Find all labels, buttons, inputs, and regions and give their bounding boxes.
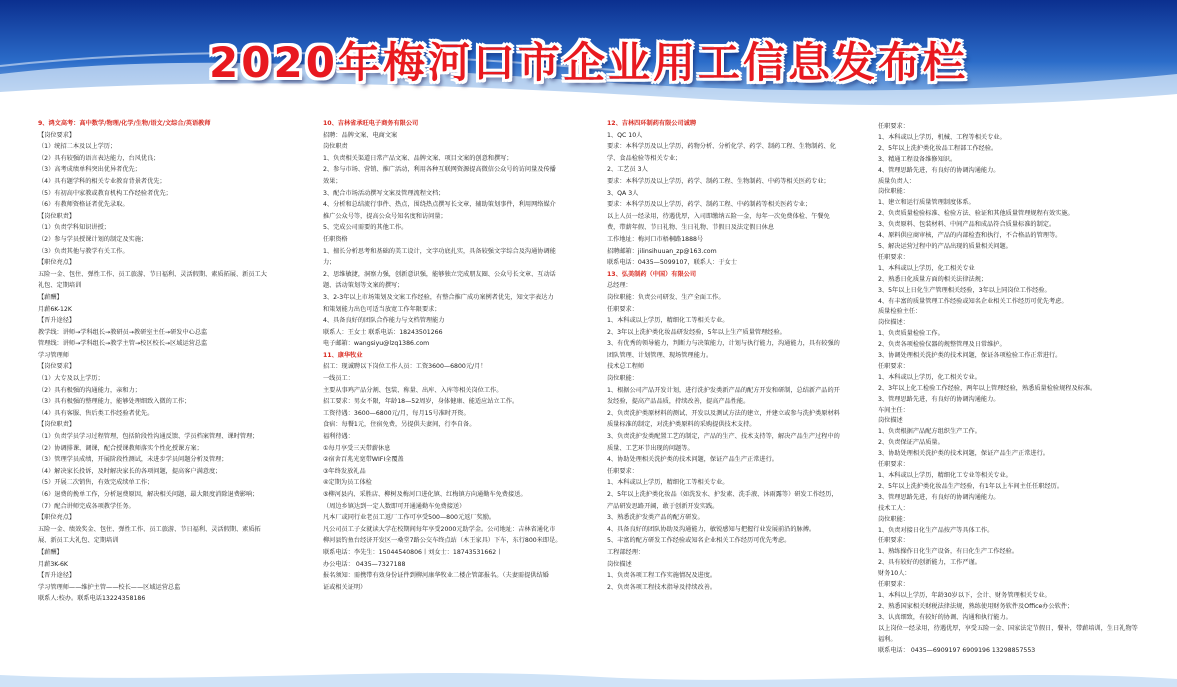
- text-line: 【岗位要求】: [38, 131, 76, 139]
- section-heading: 9、鸿文高考：高中数学/物理/化学/生物/语文/文综合/英语教师: [38, 120, 211, 127]
- text-line: （2）参与学员授课计划的制定及实施；: [38, 235, 148, 243]
- text-line: 质量、工艺环节出现的问题等。: [607, 444, 694, 452]
- text-line: 2、5年以上洗护类化妆品生产经验，有1年以上车间主任任职经历。: [878, 482, 1064, 490]
- text-line: 联系人：王女士 联系电话：18243501266: [323, 328, 443, 336]
- text-line: （3）负责其他与教学有关工作。: [38, 247, 129, 255]
- text-line: 【职位亮点】: [38, 259, 76, 267]
- text-line: 【职位亮点】: [38, 514, 76, 522]
- text-line: 力；: [323, 259, 336, 267]
- text-line: 福利。: [878, 635, 897, 643]
- text-line: 2、负责保证产品质量。: [878, 439, 944, 447]
- text-line: （4）具有题学科的相关专业教育背景者优先；: [38, 177, 166, 185]
- text-line: 以上人员一经录用，待遇优厚，入司即缴纳五险一金，每年一次免费体检、午餐免: [607, 212, 830, 220]
- text-line: 招工：现诚聘以下岗位工作人员：工资3600—6800元/月！: [323, 363, 487, 371]
- text-line: 3、管理思路先进，有良好的协调沟通能力。: [878, 395, 1000, 403]
- text-line: 1、负责各项工程工作实施情况及进度。: [607, 572, 717, 580]
- text-line: 2、具有较好的创新能力，工作严谨。: [878, 559, 981, 567]
- text-line: 3、有优秀的领导能力，判断力与决策能力，计划与执行能力，沟通能力，具有较强的: [607, 340, 840, 348]
- text-line: 要求：本科学历及以上学历，药物分析、分析化学、药学、制药工程、生物制药、化: [607, 143, 836, 151]
- text-line: 推广公众号等，提高公众号知名度和访问量；: [323, 212, 447, 220]
- text-line: 1、本科或以上学历，精细化工等相关专业。: [607, 479, 729, 487]
- text-line: 【晋升途径】: [38, 572, 76, 580]
- text-line: 3、认真细致，有较好的协调、沟通和执行能力。: [878, 613, 1012, 621]
- text-line: 工资待遇：3600—6800元/月，每月15号准时开资。: [323, 409, 470, 417]
- text-line: 学、食品检验等相关专业；: [607, 154, 682, 162]
- text-line: 要求：本科学历及以上学历，药学、制药工程、中药制药等相关医药专业；: [607, 201, 812, 209]
- text-line: 1、负责质量检验工作。: [878, 330, 944, 338]
- text-line: 证或相关证明）: [323, 583, 367, 591]
- text-line: 产品研发思路开阔，敢于创新开发实践。: [607, 502, 719, 510]
- text-line: 展、新员工大礼包、定期培训: [38, 537, 119, 545]
- text-line: 管理线：讲师→学科组长→教学主管→校区校长→区域运营总监: [38, 340, 208, 348]
- text-line: 4、协助处理相关洗护类的技术问题，保证产品生产正常进行。: [607, 456, 778, 464]
- text-line: 岗位描述: [878, 417, 903, 425]
- text-line: 2、3年以上化工检验工作经验，两年以上管理经验，熟悉质量检验规程及标准。: [878, 384, 1097, 392]
- text-line: 食宿：每餐1元，住宿免费，另提供夫妻间，行李自备。: [323, 421, 476, 429]
- text-line: 3、5年以上日化生产管理相关经验，3年以上同岗位工作经验。: [878, 286, 1051, 294]
- text-line: （4）解决家长投诉，及时解决家长的各项问题，提高客户满意度；: [38, 467, 222, 475]
- text-line: 4、具备良好的团队合作能力与文档管理能力: [323, 317, 445, 325]
- text-line: 技术总工程师: [607, 363, 645, 371]
- text-line: 福利待遇：: [323, 433, 354, 441]
- text-line: 2、参与市场、营销、推广活动，利用各种互联网资源提高微信公众号的访问量及传播: [323, 166, 556, 174]
- text-line: （5）有初高中家教或教育机构工作经验者优先；: [38, 189, 172, 197]
- text-line: 质量检验主任：: [878, 308, 922, 316]
- text-line: 3、协调处理相关洗护类的技术问题，保证各项检验工作正常进行。: [878, 352, 1062, 360]
- text-line: 【薪酬】: [38, 548, 63, 556]
- text-line: （1）大专及以上学历；: [38, 375, 104, 383]
- text-line: 1、本科或以上学历，化工相关专业: [878, 264, 975, 272]
- text-line: 任职要求：: [878, 537, 909, 545]
- section-heading: 11、康华牧业: [323, 351, 363, 359]
- text-line: 主要从事鸡产品分割、包装、称量、出库、入库等相关岗位工作。: [323, 386, 503, 394]
- text-line: 1、擅长分析思考和基础的美工设计，文字功底扎实，具备较强文字综合及沟通协调能: [323, 247, 556, 255]
- text-line: 任职要求：: [878, 123, 909, 130]
- text-line: 电子邮箱：wangsiyu@lzq1386.com: [323, 340, 430, 348]
- text-line: 岗位职能：负责公司研发、生产全面工作。: [607, 293, 725, 301]
- text-line: 费，带薪年假、节日礼物、生日礼物、节假日及法定假日休息: [607, 224, 775, 232]
- text-line: 礼包、定期培训: [38, 282, 82, 290]
- text-line: 任职要求：: [878, 581, 909, 589]
- text-line: 招工要求：男女不限，年龄18—52周岁，身体健康、能适应站立工作。: [323, 398, 519, 406]
- header-banner: [0, 0, 1177, 112]
- text-line: （2）协调排课、调课，配合授课教师落实个性化授课方案；: [38, 444, 203, 452]
- text-line: 【薪酬】: [38, 293, 63, 301]
- text-line: 教学线：讲师→学科组长→教研员→教研室主任→研发中心总监: [38, 328, 208, 336]
- text-line: 联系人:校办。联系电话13224358186: [38, 595, 146, 603]
- text-line: ⑤柳河县内、采胜店、柳树及梅河口进化镇、红梅镇方向通勤车免费接送。: [323, 491, 527, 498]
- text-line: 5、解决运营过程中的产品出现的质量相关问题。: [878, 242, 1012, 250]
- text-line: （3）具有极强的整理能力，能够处理细致入微的工作；: [38, 398, 191, 406]
- text-line: 2、负责各项工程技术指导及持续改善。: [607, 583, 717, 591]
- column-4: [878, 122, 1148, 656]
- text-line: 3、熟悉洗护发类产品的配方研发。: [607, 514, 704, 522]
- text-line: 2、思维敏捷，洞察力强，创新意识强，能够独立完成朋友圈、公众号长文章、互动话: [323, 270, 556, 278]
- text-line: 五险一金、包住、弹性工作、员工旅游、节日福利、灵活假期、素质拓展、新员工大: [38, 270, 267, 278]
- text-line: 凡本厂或同行业老员工返厂工作可享受500—800元返厂奖励。: [323, 514, 496, 522]
- text-line: 岗位职能：: [607, 375, 638, 383]
- section-heading: 13、弘美制药（中国）有限公司: [607, 270, 697, 278]
- text-line: 4、分析和总结流行事件、热点，围绕热点撰写长文章，辅助策划事件，利用网络媒介: [323, 201, 556, 209]
- text-line: 任职要求：: [878, 253, 909, 261]
- text-line: 工作地址：梅河口市梧桐路1888号: [607, 235, 704, 243]
- text-line: 5、丰富的配方研发工作经验或知名企业相关工作经历可优先考虑。: [607, 537, 791, 545]
- text-line: 车间主任：: [878, 406, 909, 414]
- text-line: 4、有丰富的质量管理工作经验或知名企业相关工作经历可优先考虑。: [878, 297, 1068, 305]
- text-line: 岗位描述: [607, 560, 632, 568]
- text-line: 2、5年以上洗护类化妆品工程部工作经验。: [878, 144, 998, 152]
- text-line: 团队管理、计划管理、现场管理能力。: [607, 351, 713, 359]
- text-line: 技术工人：: [878, 504, 909, 512]
- text-line: 【晋升途径】: [38, 317, 76, 325]
- text-line: 办公电话： 0435—7327188: [323, 560, 406, 568]
- text-line: 2、负责洗护类原材料的测试、开发以及测试方法的建立，并建立或参与洗护类原材料: [607, 409, 840, 417]
- text-line: 题、活动策划等文案的撰写；: [323, 282, 404, 290]
- text-line: 2、5年以上洗护类化妆品（如洗发水、护发素、洗手液、沐雨露等）研发工作经历，: [607, 491, 838, 498]
- text-line: 财务10人：: [878, 570, 911, 578]
- text-line: 岗位描述：: [878, 319, 909, 327]
- column-2: [323, 118, 578, 593]
- text-line: 任职要求：: [607, 467, 638, 475]
- text-line: 3、负责洗护发类配置工艺的制定，产品的生产、技术支持等，解决产品生产过程中的: [607, 433, 840, 441]
- text-line: （2）具有极强的沟通能力，亲和力；: [38, 386, 141, 394]
- text-line: 【岗位职责】: [38, 212, 76, 220]
- text-line: 柳河县钓鱼台经济开发区一桑堂7路公交车终点站（木王家具）下车，东行800米即是。: [323, 537, 562, 545]
- text-line: （1）负责学科知识讲授；: [38, 224, 110, 232]
- text-line: 任职资格: [323, 235, 348, 243]
- column-1: [38, 118, 290, 605]
- text-line: （周边乡镇达到一定人数即可开通通勤车免费接送）: [323, 502, 466, 510]
- text-line: 1、负责根据产品配方组织生产工作。: [878, 428, 981, 436]
- text-line: 【岗位要求】: [38, 363, 76, 371]
- text-line: 任职要求：: [607, 305, 638, 313]
- text-line: 岗位职能：: [878, 188, 909, 196]
- text-line: ②宿舍百兆光宽带WIFI全覆盖: [323, 456, 404, 464]
- text-line: 学习管理师: [38, 351, 69, 359]
- text-line: 2、负责各项检验仪器的规整管理及日常维护。: [878, 341, 1006, 349]
- text-line: 岗位职责: [323, 143, 348, 151]
- text-line: 2、3年以上洗护类化妆品研发经验，5年以上生产质量管理经验。: [607, 328, 786, 336]
- text-line: 4、管理思路先进，有良好的协调沟通能力。: [878, 166, 1000, 174]
- text-line: （5）开展二次销售，有效完成续单工作；: [38, 479, 154, 487]
- text-line: 总经理：: [607, 282, 632, 290]
- text-line: 一线员工：: [323, 375, 354, 383]
- text-line: 3、协助处理相关洗护类的技术问题，保证产品生产正常进行。: [878, 450, 1049, 458]
- text-line: ①每月享受三天带薪休息: [323, 444, 391, 452]
- column-3: [607, 118, 862, 593]
- text-line: 2、熟悉日化质量方面的相关法律法规；: [878, 275, 988, 283]
- text-line: （3）高考成绩单科突出优异者优先；: [38, 166, 141, 174]
- text-line: 5、完成公司需要的其他工作。: [323, 224, 408, 232]
- text-line: 1、根据公司产品开发计划，进行洗护发类新产品的配方开发和研制，总结新产品的开: [607, 386, 840, 394]
- text-line: ④定期为员工体检: [323, 479, 372, 487]
- text-line: 岗位职能：: [878, 515, 909, 523]
- text-line: 4、具备良好的团队协助及沟通能力，敏锐感知与把握行业发展前沿的脉搏。: [607, 525, 816, 533]
- text-line: 以上岗位一经录用，待遇优厚，享受五险一金、国家法定节假日，餐补，带薪培训，生日礼物等: [878, 624, 1138, 632]
- text-line: 3、管理思路先进，有良好的协调沟通能力。: [878, 493, 1000, 501]
- text-line: 月薪6K-12K: [38, 305, 72, 313]
- text-line: 3、精通工程设备维修知识。: [878, 155, 957, 163]
- text-line: （2）具有较强的语言表达能力，台风优良；: [38, 154, 160, 162]
- text-line: 3、QA 3人: [607, 189, 639, 197]
- text-line: 1、熟练操作日化生产设备，有日化生产工作经验。: [878, 548, 1019, 556]
- text-line: 联系电话：李先生：15044540806丨刘女士：18743531662丨: [323, 548, 503, 556]
- text-line: 招聘邮箱：jilinsihuuan_zp@163.com: [607, 247, 717, 255]
- text-line: 学习管理师——维护主管——校长——区域运营总监: [38, 583, 181, 591]
- text-line: 1、本科以上学历，年龄30岁以下，会计、财务管理相关专业。: [878, 591, 1051, 599]
- section-heading: 12、吉林四环制药有限公司诚聘: [607, 120, 697, 127]
- text-line: （1）统招二本及以上学历；: [38, 143, 117, 151]
- text-line: 报名须知：需携带有效身份证件到柳河康华牧业二楼企管部报名。（夫妻需提供结婚: [323, 572, 549, 580]
- text-line: 招聘：品牌文案、电商文案: [323, 131, 398, 139]
- text-line: 质量负责人：: [878, 177, 916, 185]
- text-line: 五险一金、绩效奖金、包住、弹性工作、员工旅游、节日福利、灵活假期、素质拓: [38, 525, 261, 533]
- text-line: 任职要求：: [878, 461, 909, 469]
- text-line: 发经验，提高产品品质，持续改善，提高产品性能。: [607, 398, 750, 406]
- text-line: 凡公司员工子女就读大学在校期间每年享受2000元助学金。公司地址：吉林省通化市: [323, 525, 556, 533]
- page-title: 2020年梅河口市企业用工信息发布栏: [209, 38, 968, 87]
- text-line: 任职要求：: [878, 362, 909, 370]
- text-line: 1、建立和运行质量管理制度体系。: [878, 199, 975, 207]
- text-line: 和策划能力出色可适当放宽工作年限要求；: [323, 305, 441, 313]
- text-line: 1、本科或以上学历，化工相关专业。: [878, 373, 981, 381]
- text-line: （3）管理学员成绩，开展阶段性测试，未进步学员问题分析及管理；: [38, 456, 228, 464]
- text-line: 4、原料供应商审核，产品的内部检查和执行，不合格品的管理等。: [878, 232, 1062, 240]
- text-line: ③年终发放礼品: [323, 467, 366, 475]
- text-line: 效果；: [323, 177, 342, 185]
- text-line: （7）配合讲师完成各项教学任务。: [38, 502, 135, 510]
- text-line: 1、本科或以上学历，精细化工等相关专业。: [607, 317, 729, 325]
- text-line: 1、负责相关渠道日常产品文案、品牌文案、项目文案的创意和撰写；: [323, 154, 513, 162]
- text-line: 1、本科或以上学历，精细化工专业等相关专业。: [878, 472, 1012, 479]
- text-line: 联系电话：0435—5099107，联系人：于女士: [607, 259, 737, 267]
- text-line: （6）有教师资格证者优先录取。: [38, 201, 129, 209]
- text-line: 月薪3K-6K: [38, 560, 68, 568]
- text-line: 2、熟悉国家相关财税法律法规，熟练使用财务软件及Office办公软件；: [878, 602, 1074, 610]
- text-line: 3、配合市场活动撰写文案及管理流程文档；: [323, 189, 445, 197]
- text-line: 3、2-3年以上市场策划及文案工作经验，有整合推广成功案例者优先，知文字表达力: [323, 293, 554, 301]
- text-line: （6）退费的挽单工作，分析退费原因，解决相关问题，最大限度消除退费影响；: [38, 491, 259, 498]
- text-line: 【岗位职责】: [38, 421, 76, 429]
- text-line: 2、负责质量检验标准、检验方法、验证和其他质量管理规程有效实施。: [878, 210, 1074, 218]
- section-heading: 10、吉林省承旺电子商务有限公司: [323, 120, 419, 127]
- text-line: 2、工艺员 3人: [607, 166, 648, 174]
- text-line: 1、本科或以上学历，机械、工程等相关专业。: [878, 133, 1006, 141]
- text-line: （4）具有客服、售后类工作经验者优先。: [38, 409, 154, 417]
- text-line: （1）负责学员学习过程管理，包括阶段性沟通反馈、学员档案管理、课时管理；: [38, 433, 259, 441]
- text-line: 1、QC 10人: [607, 131, 643, 139]
- text-line: 1、负责对接日化生产品按产等具体工作。: [878, 526, 994, 534]
- bottom-decoration: [0, 657, 1177, 687]
- text-line: 要求：本科学历及以上学历，药学、制药工程、生物制药、中药等相关医药专业；: [607, 177, 830, 185]
- text-line: 3、负责原料、包装材料、中间产品和成品符合质量标准的制定。: [878, 221, 1056, 229]
- text-line: 联系电话： 0435—6909197 6909196 13298857553: [878, 646, 1036, 654]
- text-line: 质量标准的制定，对洗护类原料的采购提供技术支持。: [607, 421, 756, 429]
- text-line: 工程部经理：: [607, 548, 645, 556]
